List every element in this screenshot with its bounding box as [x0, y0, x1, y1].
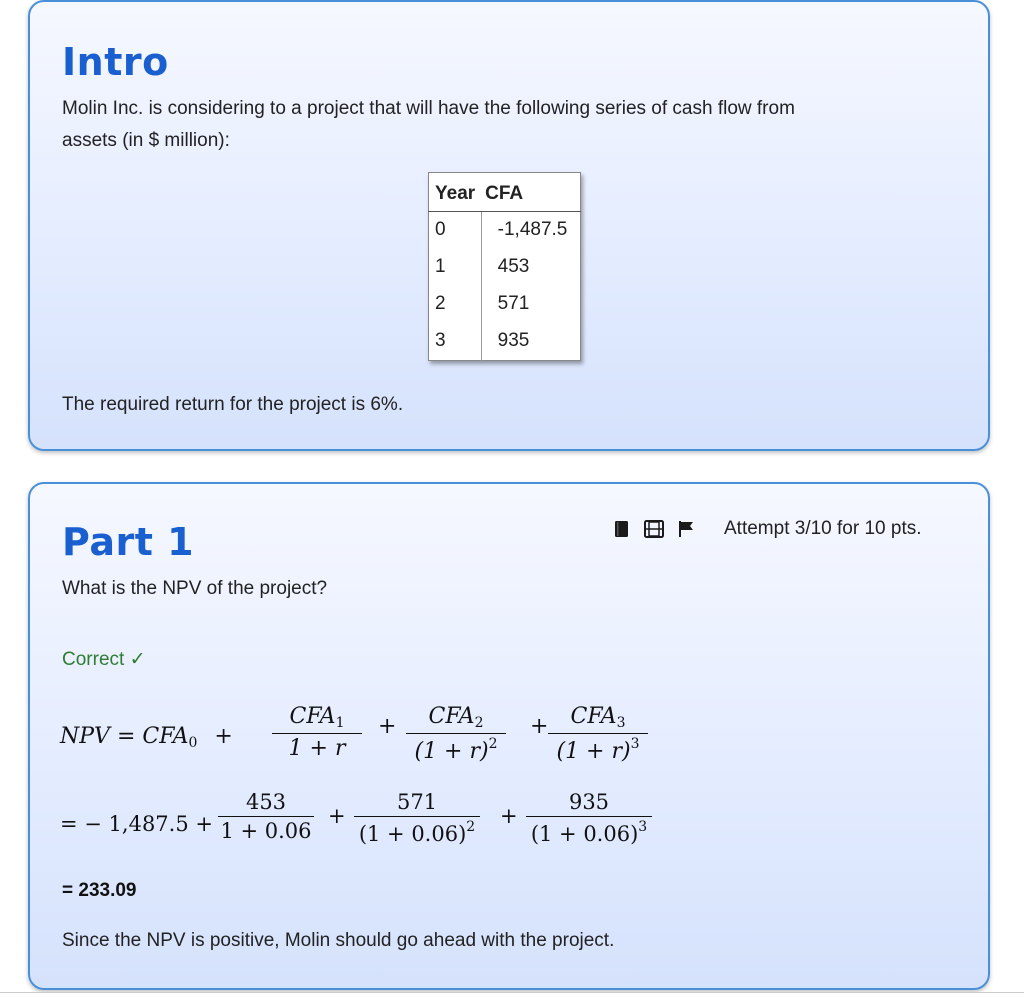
substitution-t3-num: 935: [568, 790, 610, 814]
part1-toolbar: [614, 520, 708, 542]
formula-t2-den-exp: 2: [488, 736, 498, 752]
table-header-row: [429, 173, 581, 212]
formula-fraction-2: [406, 704, 506, 764]
formula-t1-num-sub: 1: [335, 715, 345, 731]
part1-title: Part 1: [62, 520, 195, 564]
conclusion-text: Since the NPV is positive, Molin should go ahead with the project.: [62, 930, 615, 951]
cash-flow-table: [428, 172, 581, 361]
formula-plus: +: [530, 714, 549, 739]
npv-substitution: [60, 790, 700, 874]
table-cell-year: 1: [429, 249, 482, 286]
substitution-plus: +: [328, 804, 346, 828]
book-icon[interactable]: [614, 520, 630, 543]
table-cell-year: 2: [429, 286, 482, 323]
formula-t3-num-sub: 3: [616, 715, 626, 731]
table-cell-cfa: -1,487.5: [497, 219, 568, 240]
table-row: [429, 212, 581, 250]
intro-title: Intro: [62, 40, 169, 84]
substitution-t3-den: (1 + 0.06): [530, 822, 639, 846]
formula-t2-num-sub: 2: [474, 715, 484, 731]
substitution-t3-den-exp: 3: [638, 819, 648, 835]
formula-t1-num: CFA: [289, 704, 336, 729]
table-cell-cfa: 571: [497, 293, 530, 314]
npv-result: = 233.09: [62, 880, 137, 901]
table-header-cfa: CFA: [481, 173, 580, 212]
formula-fraction-3: [548, 704, 648, 764]
formula-term0-sub: 0: [188, 735, 198, 751]
formula-equals: =: [116, 724, 136, 749]
formula-t3-den-exp: 3: [630, 736, 640, 752]
formula-t3-den: (1 + r): [556, 739, 631, 764]
part1-card: [28, 482, 990, 990]
table-cell-cfa: 935: [497, 330, 530, 351]
table-row: [429, 249, 581, 286]
table-row: [429, 286, 581, 323]
table-cell-year: 3: [429, 323, 482, 361]
attempt-counter: Attempt 3/10 for 10 pts.: [724, 518, 922, 539]
substitution-t2-num: 571: [396, 790, 438, 814]
part1-question: What is the NPV of the project?: [62, 578, 328, 599]
npv-formula: [60, 704, 700, 784]
table-cell-year: 0: [429, 212, 482, 250]
required-return-text: The required return for the project is 6%.: [62, 394, 404, 415]
substitution-t1-den: 1 + 0.06: [220, 819, 312, 843]
correct-status: Correct ✓: [62, 649, 146, 670]
substitution-fraction-3: [526, 790, 652, 846]
table-row: [429, 323, 581, 361]
formula-t2-den: (1 + r): [414, 739, 489, 764]
formula-t1-den: 1 + r: [288, 736, 346, 761]
formula-t2-num: CFA: [428, 704, 475, 729]
formula-t3-num: CFA: [570, 704, 617, 729]
table-header-year: Year: [429, 173, 482, 212]
substitution-t2-den: (1 + 0.06): [358, 822, 467, 846]
formula-plus: +: [378, 714, 397, 739]
substitution-t2-den-exp: 2: [466, 819, 476, 835]
formula-term0: CFA: [142, 724, 189, 749]
intro-description-line2: assets (in $ million):: [62, 130, 230, 151]
formula-fraction-1: [272, 704, 362, 761]
intro-description-line1: Molin Inc. is considering to a project that will have the following series of cash flow from: [62, 98, 795, 119]
film-icon[interactable]: [644, 520, 664, 543]
substitution-fraction-2: [354, 790, 480, 846]
substitution-lead: = − 1,487.5 +: [60, 812, 213, 836]
formula-plus: +: [214, 724, 233, 749]
table-cell-cfa: 453: [497, 256, 530, 277]
intro-card: [28, 0, 990, 451]
formula-lhs: NPV: [60, 724, 110, 749]
substitution-fraction-1: [218, 790, 314, 843]
substitution-plus: +: [500, 804, 518, 828]
substitution-t1-num: 453: [245, 790, 287, 814]
flag-icon[interactable]: [678, 520, 694, 543]
